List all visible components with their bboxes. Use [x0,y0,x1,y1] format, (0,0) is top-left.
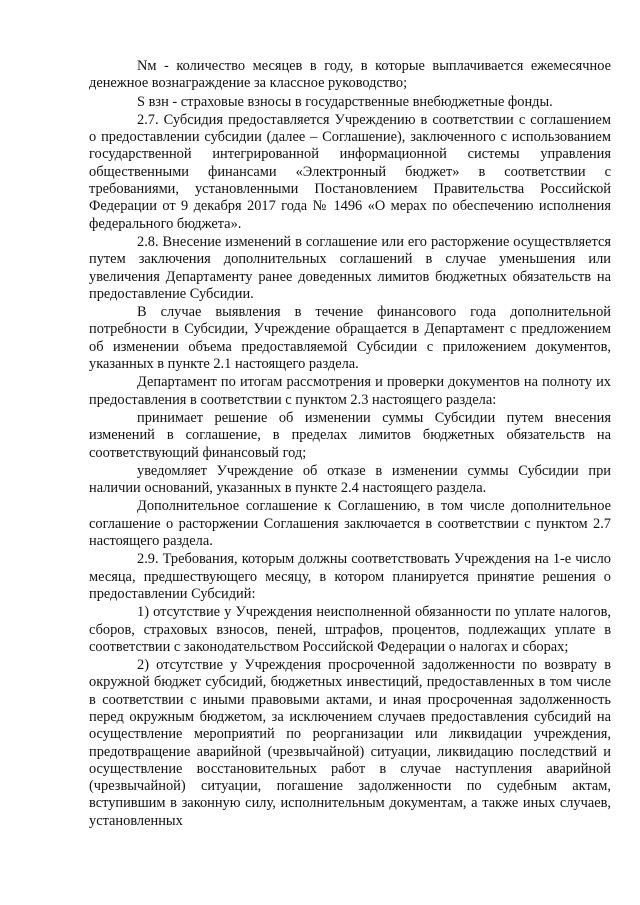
paragraph-requirement-2: 2) отсутствие у Учреждения просроченной задолженности по возврату в окружной бюджет субсидий, бюджетных инвестиций, предоставленных в том числе в соответствии с иными правовыми актами, и иная просроченная задолженность перед окружным бюджетом, за исключением случаев предоставления субсидий на осуществление мероприятий по реорганизации или ликвидации учреждения, предотвращение аварийной (чрезвычайной) ситуации, ликвидацию последствий и осуществление восстановительных работ в случае наступления аварийной (чрезвычайной) ситуации, погашение задолженности по судебным актам, вступившим в законную силу, исполнительным документам, а также иных случаев, установленных [89,657,611,829]
paragraph-additional-need: В случае выявления в течение финансового года дополнительной потребности в Субсидии, Учреждение обращается в Департамент с предложением об изменении объема предоставляемой Субсидии с приложением документов, указанных в пункте 2.1 настоящего раздела. [89,304,611,373]
paragraph-department-review: Департамент по итогам рассмотрения и проверки документов на полноту их предоставления в соответствии с пунктом 2.3 настоящего раздела: [89,374,611,408]
paragraph-s-vzn-definition: S взн - страховые взносы в государственные внебюджетные фонды. [137,93,553,110]
paragraph-2-9: 2.9. Требования, которым должны соответствовать Учреждения на 1-е число месяца, предшествующего месяцу, в котором планируется принятие решения о предоставлении Субсидий: [89,551,611,602]
paragraph-additional-agreement: Дополнительное соглашение к Соглашению, в том числе дополнительное соглашение о расторжении Соглашения заключается в соответствии с пунктом 2.7 настоящего раздела. [89,498,611,550]
paragraph-2-8: 2.8. Внесение изменений в соглашение или его расторжение осуществляется путем заключения дополнительных соглашений в случае уменьшения или увеличения Департаменту ранее доведенных лимитов бюджетных обязательств на предоставление Субсидии. [89,233,611,302]
paragraph-refusal-notice: уведомляет Учреждение об отказе в изменении суммы Субсидии при наличии оснований, указанных в пункте 2.4 настоящего раздела. [89,462,611,497]
paragraph-nm-definition: Nм - количество месяцев в году, в которые выплачивается ежемесячное денежное вознаграждение за классное руководство; [89,58,611,92]
paragraph-2-7: 2.7. Субсидия предоставляется Учреждению в соответствии с соглашением о предоставлении субсидии (далее – Соглашение), заключенного с использованием государственной интегрированной информационной системы управления общественными финансами «Электронный бюджет» в соответствии с требованиями, установленными Постановлением Правительства Российской Федерации от 9 декабря 2017 года № 1496 «О мерах по обеспечению исполнения федерального бюджета». [89,111,611,232]
paragraph-decision-change: принимает решение об изменении суммы Субсидии путем внесения изменений в соглашение, в пределах лимитов бюджетных обязательств на соответствующий финансовый год; [89,409,611,461]
paragraph-requirement-1: 1) отсутствие у Учреждения неисполненной обязанности по уплате налогов, сборов, страховых взносов, пеней, штрафов, процентов, подлежащих уплате в соответствии с законодательством Российской Федерации о налогах и сборах; [89,604,611,655]
document-body [89,58,611,830]
